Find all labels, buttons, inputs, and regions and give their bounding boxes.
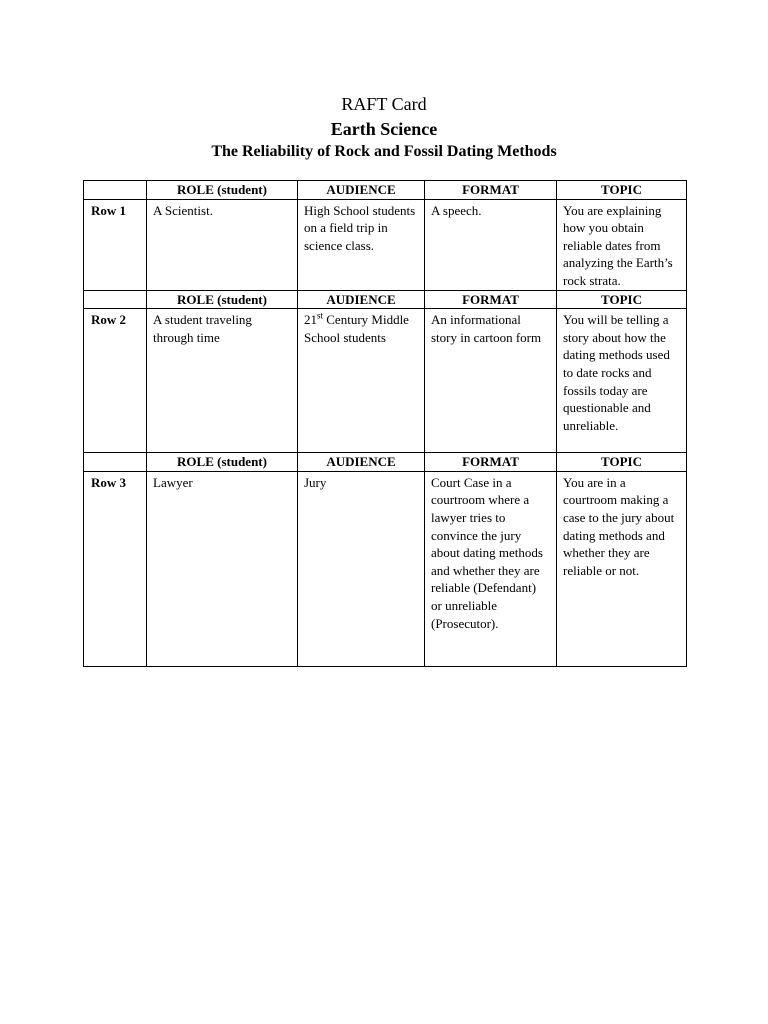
audience-number: 21 — [304, 312, 317, 328]
table-header-row — [84, 181, 687, 200]
header-role: ROLE (student) — [147, 290, 298, 309]
header-blank-cell — [84, 181, 147, 200]
header-role: ROLE (student) — [147, 181, 298, 200]
table-row — [84, 471, 687, 666]
topic-cell: You are explaining how you obtain reliable dates from analyzing the Earth’s rock strata. — [557, 199, 687, 290]
format-cell: An informational story in cartoon form — [425, 309, 557, 453]
table-row — [84, 309, 687, 453]
row-label: Row 1 — [84, 199, 147, 290]
format-cell: Court Case in a courtroom where a lawyer tries to convince the jury about dating methods and whether they are reliable (Defendant) or unreliable (Prosecutor). — [425, 471, 557, 666]
header-role: ROLE (student) — [147, 453, 298, 472]
header-blank-cell — [84, 290, 147, 309]
header-format: FORMAT — [425, 290, 557, 309]
role-cell: Lawyer — [147, 471, 298, 666]
header-audience: AUDIENCE — [298, 181, 425, 200]
header-topic: TOPIC — [557, 453, 687, 472]
format-cell: A speech. — [425, 199, 557, 290]
audience-rest: Century Middle School students — [304, 312, 409, 345]
document-title: RAFT Card — [341, 94, 427, 114]
role-cell: A student traveling through time — [147, 309, 298, 453]
row-label: Row 3 — [84, 471, 147, 666]
header-audience: AUDIENCE — [298, 290, 425, 309]
table-header-row — [84, 290, 687, 309]
table-row — [84, 199, 687, 290]
topic-cell: You will be telling a story about how the dating methods used to date rocks and fossils today are questionable and unreliable. — [557, 309, 687, 453]
row-label: Row 2 — [84, 309, 147, 453]
table-header-row — [84, 453, 687, 472]
topic-cell: You are in a courtroom making a case to the jury about dating methods and whether they are reliable or not. — [557, 471, 687, 666]
header-format: FORMAT — [425, 453, 557, 472]
document-subtitle: The Reliability of Rock and Fossil Dating Methods — [211, 143, 557, 160]
header-topic: TOPIC — [557, 290, 687, 309]
document-subject: Earth Science — [330, 119, 438, 139]
raft-table — [83, 180, 687, 667]
header-topic: TOPIC — [557, 181, 687, 200]
audience-cell: Jury — [298, 471, 425, 666]
audience-cell: High School students on a field trip in science class. — [298, 199, 425, 290]
header-format: FORMAT — [425, 181, 557, 200]
audience-superscript: st — [317, 310, 324, 321]
header-audience: AUDIENCE — [298, 453, 425, 472]
audience-cell — [298, 309, 425, 453]
role-cell: A Scientist. — [147, 199, 298, 290]
header-blank-cell — [84, 453, 147, 472]
